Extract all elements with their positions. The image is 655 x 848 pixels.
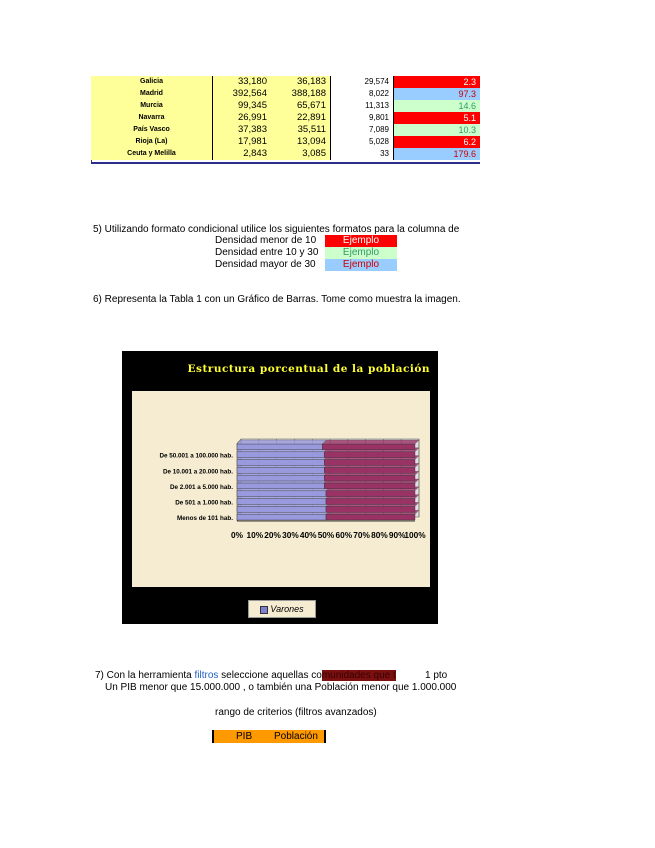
bar-series-2-top — [322, 440, 419, 444]
x-tick-label: 40% — [299, 530, 317, 540]
row-name[interactable]: País Vasco — [91, 124, 212, 136]
q7-middle: seleccione aquellas co — [218, 670, 322, 681]
x-tick-label: 10% — [246, 530, 264, 540]
row-percent[interactable]: 6.2 — [394, 136, 480, 148]
row-percent[interactable]: 5.1 — [394, 112, 480, 124]
row-value-1[interactable]: 26,991 — [212, 112, 271, 124]
row-name[interactable]: Ceuta y Melilla — [91, 148, 212, 160]
x-tick-label: 70% — [353, 530, 370, 540]
x-tick-label: 60% — [335, 530, 353, 540]
row-value-2[interactable]: 22,891 — [271, 112, 330, 124]
bar-varones — [237, 491, 326, 497]
row-density[interactable]: 7,089 — [330, 124, 394, 136]
table-row — [91, 112, 480, 124]
row-name[interactable]: Murcia — [91, 100, 212, 112]
format-legend-label: Densidad mayor de 30 — [215, 259, 316, 270]
legend-swatch — [260, 606, 268, 614]
row-percent[interactable]: 179.6 — [394, 148, 480, 160]
row-density[interactable]: 11,313 — [330, 100, 394, 112]
criteria-header-poblacion[interactable]: Población — [274, 731, 318, 742]
row-value-1[interactable]: 33,180 — [212, 76, 271, 88]
bar-series-2 — [326, 499, 415, 505]
row-value-1[interactable]: 2,843 — [212, 148, 271, 160]
row-value-2[interactable]: 36,183 — [271, 76, 330, 88]
bar-series-2 — [326, 491, 415, 497]
bar-series-2 — [324, 460, 415, 466]
bar-chart — [122, 351, 438, 624]
row-density[interactable]: 33 — [330, 148, 394, 160]
table-row — [91, 88, 480, 100]
row-value-2[interactable]: 13,094 — [271, 136, 330, 148]
format-legend-label: Densidad menor de 10 — [215, 235, 317, 246]
format-example-cell[interactable]: Ejemplo — [325, 259, 397, 271]
table-row — [91, 136, 480, 148]
legend-label-varones: Varones — [270, 604, 304, 614]
criteria-header-pib[interactable]: PIB — [236, 731, 253, 742]
x-tick-label: 90% — [388, 530, 406, 540]
row-density[interactable]: 9,801 — [330, 112, 394, 124]
row-value-2[interactable]: 388,188 — [271, 88, 330, 100]
question-6-text: 6) Representa la Tabla 1 con un Gráfico de Barras. Tome como muestra la imagen. — [93, 294, 461, 305]
bar-series-2 — [326, 514, 415, 520]
bar-series-2 — [324, 467, 415, 473]
bar-varones — [237, 452, 324, 458]
row-value-2[interactable]: 3,085 — [271, 148, 330, 160]
row-name[interactable]: Navarra — [91, 112, 212, 124]
bar-varones-top — [237, 440, 326, 444]
format-example-cell[interactable]: Ejemplo — [325, 235, 397, 247]
category-label: De 501 a 1.000 hab. — [175, 499, 233, 507]
category-label: De 2.001 a 5.000 hab. — [169, 483, 233, 491]
row-name[interactable]: Galicia — [91, 76, 212, 88]
category-label: De 50.001 a 100.000 hab. — [159, 452, 233, 460]
row-name[interactable]: Madrid — [91, 88, 212, 100]
data-table — [91, 76, 480, 162]
table-row — [91, 76, 480, 88]
x-tick-label: 100% — [404, 530, 426, 540]
question-7-text — [95, 670, 396, 681]
format-legend-label: Densidad entre 10 y 30 — [215, 247, 319, 258]
row-density[interactable]: 8,022 — [330, 88, 394, 100]
row-density[interactable]: 5,028 — [330, 136, 394, 148]
question-7-criteria-text: Un PIB menor que 15.000.000 , o también una Población menor que 1.000.000 — [105, 682, 457, 693]
row-value-1[interactable]: 37,383 — [212, 124, 271, 136]
row-value-1[interactable]: 17,981 — [212, 136, 271, 148]
table-row — [91, 124, 480, 136]
x-tick-label: 30% — [282, 530, 299, 540]
chart-legend[interactable] — [248, 600, 316, 618]
question-5-text: 5) Utilizando formato condicional utilice los siguientes formatos para la columna de — [93, 224, 460, 235]
row-percent[interactable]: 14.6 — [394, 100, 480, 112]
x-tick-label: 50% — [317, 530, 335, 540]
chart-container[interactable] — [122, 351, 438, 624]
row-density[interactable]: 29,574 — [330, 76, 394, 88]
bar-varones — [237, 467, 324, 473]
table-row — [91, 148, 480, 160]
table-bottom-border — [91, 162, 480, 164]
bar-series-2 — [324, 475, 415, 481]
category-label: De 10.001 a 20.000 hab. — [162, 468, 233, 476]
filtros-link[interactable]: filtros — [194, 670, 219, 681]
x-tick-label: 20% — [264, 530, 281, 540]
bar-varones — [237, 506, 326, 512]
bar-series-2 — [322, 444, 415, 450]
bar-varones — [237, 444, 322, 450]
bar-series-2 — [324, 483, 415, 489]
q7-prefix: 7) Con la herramienta — [95, 670, 195, 681]
x-tick-label: 0% — [231, 530, 243, 540]
bar-varones — [237, 460, 324, 466]
row-name[interactable]: Rioja (La) — [91, 136, 212, 148]
format-example-cell[interactable]: Ejemplo — [325, 247, 397, 259]
chart-title: Estructura porcentual de la población — [187, 363, 430, 375]
row-value-2[interactable]: 35,511 — [271, 124, 330, 136]
row-value-2[interactable]: 65,671 — [271, 100, 330, 112]
row-percent[interactable]: 2.3 — [394, 76, 480, 88]
bar-varones — [237, 483, 324, 489]
criteria-range-title: rango de criterios (filtros avanzados) — [215, 707, 377, 718]
criteria-header-row[interactable] — [212, 730, 326, 743]
bar-varones — [237, 514, 326, 520]
row-value-1[interactable]: 99,345 — [212, 100, 271, 112]
bar-varones — [237, 475, 324, 481]
q7-highlighted-text: munidades que t — [321, 670, 396, 681]
row-percent[interactable]: 97.3 — [394, 88, 480, 100]
bar-series-2 — [324, 452, 415, 458]
bar-varones — [237, 499, 326, 505]
row-percent[interactable]: 10.3 — [394, 124, 480, 136]
row-value-1[interactable]: 392,564 — [212, 88, 271, 100]
x-tick-label: 80% — [371, 530, 388, 540]
table-row — [91, 100, 480, 112]
q7-points: 1 pto — [425, 670, 448, 681]
bar-series-2 — [326, 506, 415, 512]
category-label: Menos de 101 hab. — [177, 515, 233, 523]
